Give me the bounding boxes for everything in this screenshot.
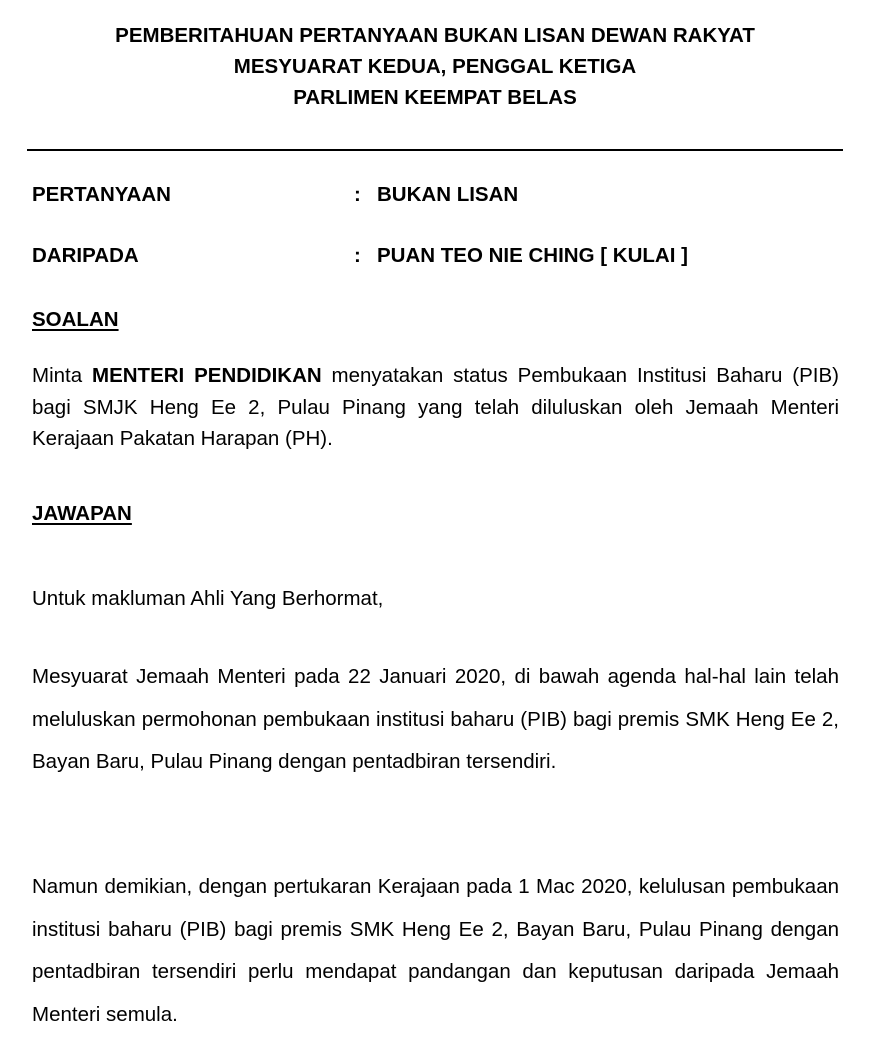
answer-heading: JAWAPAN xyxy=(32,502,132,525)
question-type-colon: : xyxy=(354,183,361,206)
answer-paragraph-1: Mesyuarat Jemaah Menteri pada 22 Januari 2020, di bawah agenda hal-hal lain telah meluluskan permohonan pembukaan institusi baharu (PIB) bagi premis SMK Heng Ee 2, Bayan Baru, Pulau Pinang dengan pentadbiran tersendiri. xyxy=(32,665,839,773)
question-type-label: PERTANYAAN xyxy=(32,183,171,206)
answer-paragraph-2: Namun demikian, dengan pertukaran Kerajaan pada 1 Mac 2020, kelulusan pembukaan institusi baharu (PIB) bagi premis SMK Heng Ee 2, Bayan Baru, Pulau Pinang dengan pentadbiran tersendiri perlu mendapat pandangan dan keputusan daripada Jemaah Menteri semula. xyxy=(32,875,839,1026)
header-title-line-1: PEMBERITAHUAN PERTANYAAN BUKAN LISAN DEWAN RAKYAT xyxy=(115,24,755,47)
question-type-value: BUKAN LISAN xyxy=(377,183,519,206)
header-divider xyxy=(27,149,843,151)
from-value: PUAN TEO NIE CHING [ KULAI ] xyxy=(377,244,688,267)
from-colon: : xyxy=(354,244,361,267)
header-title-line-3: PARLIMEN KEEMPAT BELAS xyxy=(293,86,577,109)
header-title-line-2: MESYUARAT KEDUA, PENGGAL KETIGA xyxy=(233,55,637,78)
answer-greeting: Untuk makluman Ahli Yang Berhormat, xyxy=(32,587,384,610)
from-label: DARIPADA xyxy=(32,244,139,267)
question-body: menyatakan status Pembukaan Institusi Baharu (PIB) bagi SMJK Heng Ee 2, Pulau Pinang yang telah diluluskan oleh Jemaah Menteri Kerajaan Pakatan Harapan (PH). xyxy=(32,364,839,450)
question-heading: SOALAN xyxy=(32,308,119,331)
document-header xyxy=(0,20,870,113)
minister-name: MENTERI PENDIDIKAN xyxy=(92,364,322,387)
question-prefix: Minta xyxy=(32,364,92,387)
question-paragraph xyxy=(32,360,839,455)
